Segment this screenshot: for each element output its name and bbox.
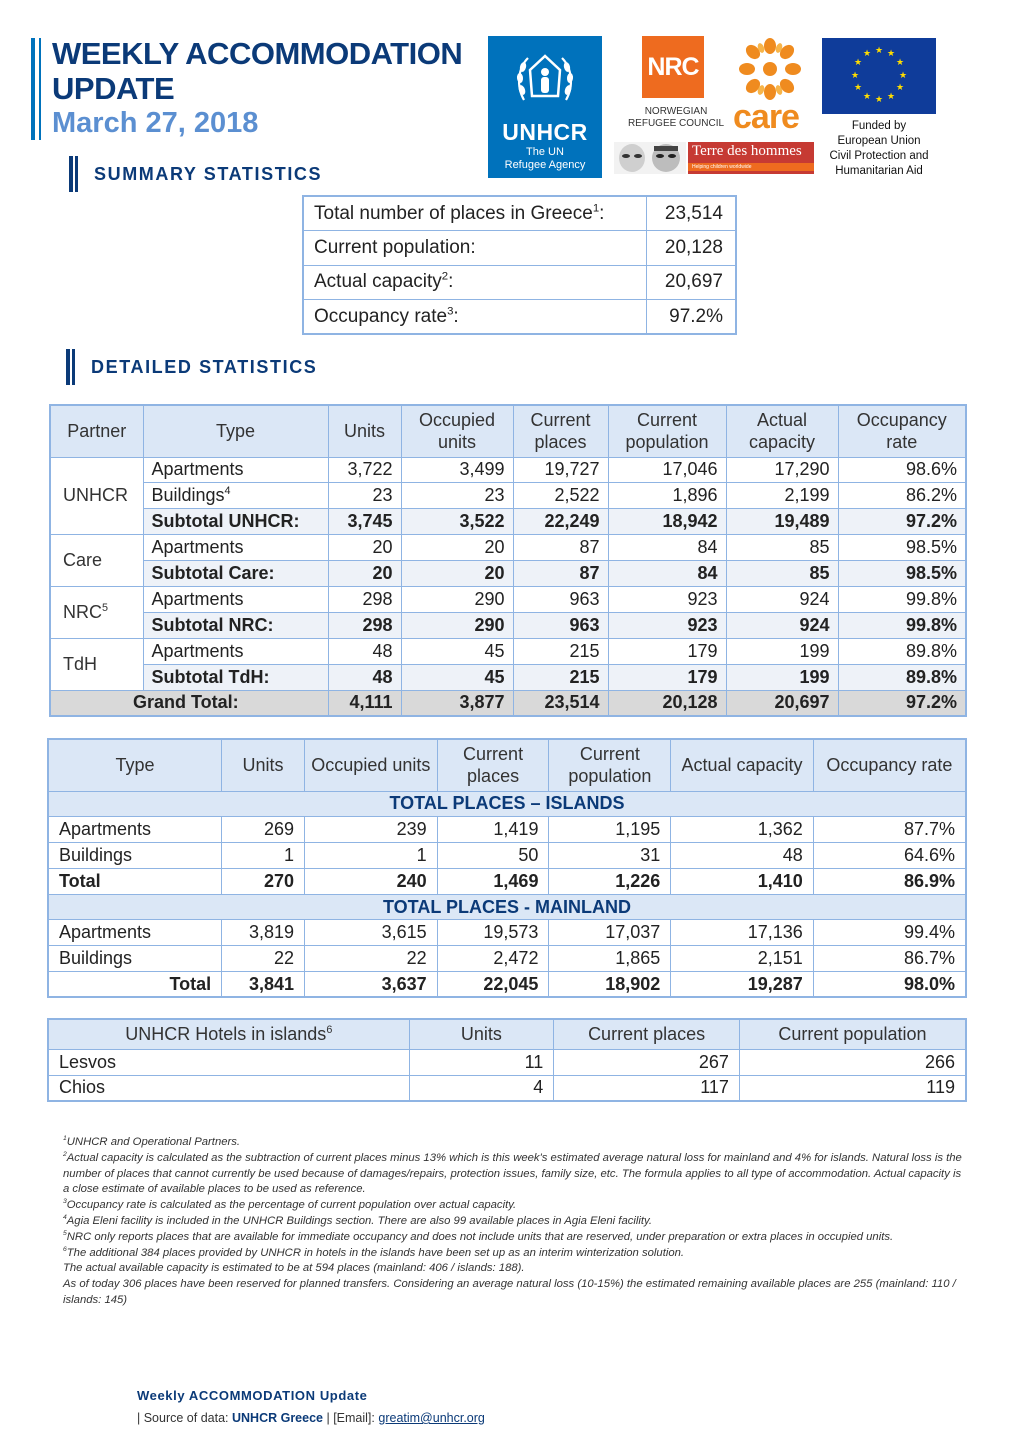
units-cell: 298: [328, 612, 401, 638]
occupancy-rate-cell: 99.8%: [838, 612, 966, 638]
column-header: Units: [409, 1019, 554, 1049]
type-cell: Total: [48, 868, 222, 894]
footnote-ref: 1: [592, 202, 600, 215]
footnote-text: UNHCR and Operational Partners.: [66, 1136, 241, 1148]
summary-label-suffix: :: [599, 202, 605, 224]
type-cell: Buildings: [48, 843, 222, 869]
type-cell: Apartments: [143, 457, 328, 483]
tdh-faces-icon: [614, 142, 686, 174]
table-row: [48, 920, 966, 946]
current-places-cell: 2,472: [437, 946, 549, 972]
svg-text:★: ★: [853, 58, 863, 68]
occupancy-rate-cell: 86.7%: [813, 946, 966, 972]
current-places-cell: 215: [513, 638, 608, 664]
occupancy-rate-cell: 98.5%: [838, 535, 966, 561]
actual-capacity-cell: 17,136: [671, 920, 814, 946]
page-footer: [137, 1388, 837, 1425]
footnote: [63, 1135, 968, 1151]
occupancy-rate-cell: 99.8%: [838, 586, 966, 612]
occupancy-rate-cell: 89.8%: [838, 664, 966, 690]
unhcr-sub-line2: Refugee Agency: [504, 159, 586, 171]
unhcr-sub-line1: The UN: [526, 146, 564, 158]
actual-capacity-cell: 2,199: [726, 483, 838, 509]
occupancy-rate-cell: 89.8%: [838, 638, 966, 664]
report-date: March 27, 2018: [52, 107, 259, 139]
summary-label: [303, 196, 646, 231]
current-population-cell: 84: [608, 561, 726, 587]
type-cell: Apartments: [143, 586, 328, 612]
units-cell: 3,819: [222, 920, 305, 946]
occupancy-rate-cell: 86.2%: [838, 483, 966, 509]
current-places-cell: 19,573: [437, 920, 549, 946]
units-cell: 298: [328, 586, 401, 612]
svg-text:★: ★: [862, 49, 872, 59]
type-cell: Buildings: [48, 946, 222, 972]
occupied-units-cell: 3,637: [305, 972, 438, 998]
subtotal-row: [50, 509, 966, 535]
column-header: Occupied units: [305, 739, 438, 791]
type-cell: Total: [48, 972, 222, 998]
actual-capacity-cell: 924: [726, 586, 838, 612]
actual-capacity-cell: 199: [726, 638, 838, 664]
footer-title: Weekly ACCOMMODATION Update: [137, 1388, 368, 1403]
footnote-number: 3: [63, 1198, 67, 1206]
current-places-cell: 87: [513, 535, 608, 561]
footnote-number: 5: [63, 1230, 67, 1238]
occupied-units-cell: 239: [305, 817, 438, 843]
summary-label-suffix: :: [453, 305, 459, 327]
summary-label: [303, 231, 646, 266]
footnote-ref: 2: [441, 270, 449, 283]
nrc-line2: REFUGEE COUNCIL: [627, 118, 725, 129]
occupied-units-cell: 3,522: [401, 509, 513, 535]
occupied-units-cell: 240: [305, 868, 438, 894]
units-cell: 23: [328, 483, 401, 509]
footnote: [63, 1214, 968, 1230]
occupied-units-cell: 1: [305, 843, 438, 869]
footnote: [63, 1246, 968, 1262]
partner-cell: [50, 586, 143, 638]
email-link[interactable]: greatim@unhcr.org: [378, 1411, 485, 1425]
units-cell: 20: [328, 535, 401, 561]
svg-text:★: ★: [886, 49, 896, 59]
current-places-cell: 2,522: [513, 483, 608, 509]
current-places-cell: 23,514: [513, 690, 608, 716]
footnote-number: 6: [63, 1245, 67, 1253]
current-population-cell: 18,902: [549, 972, 671, 998]
units-cell: 270: [222, 868, 305, 894]
current-population-cell: 20,128: [608, 690, 726, 716]
tdh-tagline: Helping children worldwide: [688, 163, 814, 171]
tdh-name-box: [688, 142, 814, 174]
footnote-text: As of today 306 places have been reserved for planned transfers. Considering an average natural loss (10-15%) the estimated remaining available places are 255 (mainland: 110 / islands: 145): [63, 1278, 956, 1306]
current-population-cell: 923: [608, 586, 726, 612]
type-cell: Subtotal TdH:: [143, 664, 328, 690]
actual-capacity-cell: 1,410: [671, 868, 814, 894]
current-population-cell: 17,046: [608, 457, 726, 483]
type-cell: Subtotal Care:: [143, 561, 328, 587]
actual-capacity-cell: 1,362: [671, 817, 814, 843]
occupied-units-cell: 45: [401, 664, 513, 690]
column-header: Current population: [739, 1019, 966, 1049]
current-places-cell: 117: [554, 1075, 740, 1101]
footnote-ref: 3: [447, 305, 454, 318]
footnote-number: 4: [63, 1214, 67, 1222]
units-cell: 3,745: [328, 509, 401, 535]
nrc-full-name: [620, 106, 732, 130]
table-row: [50, 483, 966, 509]
report-title-line1: WEEKLY ACCOMMODATION: [52, 36, 463, 71]
footnote-text: Agia Eleni facility is included in the UNHCR Buildings section. There are also 99 available places in Agia Eleni facility.: [66, 1214, 652, 1227]
column-header-text: UNHCR Hotels in islands: [125, 1023, 327, 1044]
actual-capacity-cell: 85: [726, 535, 838, 561]
eu-line2: European Union: [837, 135, 921, 147]
svg-text:★: ★: [886, 92, 896, 102]
total-row: [48, 972, 966, 998]
svg-text:★: ★: [895, 58, 905, 68]
eu-caption: [822, 119, 936, 179]
units-cell: 48: [328, 664, 401, 690]
footnote: [63, 1230, 968, 1246]
occupied-units-cell: 290: [401, 586, 513, 612]
occupancy-rate-cell: 87.7%: [813, 817, 966, 843]
unhcr-logo: [488, 36, 602, 178]
column-header: Actual capacity: [671, 739, 814, 791]
total-places-table: [47, 738, 967, 998]
actual-capacity-cell: 17,290: [726, 457, 838, 483]
eu-line3: Civil Protection and: [829, 150, 929, 162]
summary-value: 23,514: [646, 196, 736, 231]
type-text: Buildings: [151, 485, 225, 506]
table-row: [48, 946, 966, 972]
footnote: [63, 1151, 968, 1198]
current-population-cell: 119: [739, 1075, 966, 1101]
units-cell: 1: [222, 843, 305, 869]
eu-line1: Funded by: [851, 120, 907, 132]
section-accent-bar: [66, 349, 75, 385]
occupancy-rate-cell: 98.6%: [838, 457, 966, 483]
detailed-section-label: DETAILED STATISTICS: [91, 356, 318, 377]
grand-total-label: Grand Total:: [50, 690, 328, 716]
type-cell: [143, 483, 328, 509]
occupied-units-cell: 20: [401, 561, 513, 587]
table-row: [48, 817, 966, 843]
occupied-units-cell: 290: [401, 612, 513, 638]
summary-value: 97.2%: [646, 300, 736, 335]
units-cell: 22: [222, 946, 305, 972]
actual-capacity-cell: 2,151: [671, 946, 814, 972]
detailed-section-heading: [66, 349, 317, 385]
summary-row: [303, 196, 736, 231]
current-places-cell: 267: [554, 1049, 740, 1075]
partner-cell: TdH: [50, 638, 143, 690]
occupancy-rate-cell: 64.6%: [813, 843, 966, 869]
summary-table: [302, 195, 737, 335]
table-header-row: [48, 739, 966, 791]
current-places-cell: 1,419: [437, 817, 549, 843]
footnote-text: Occupancy rate is calculated as the percentage of current population over actual capacity.: [66, 1199, 517, 1212]
actual-capacity-cell: 19,489: [726, 509, 838, 535]
column-header: Partner: [50, 405, 143, 457]
subtotal-row: [50, 664, 966, 690]
footnote-text: The actual available capacity is estimated to be at 594 places (mainland: 406 / islands: 188).: [63, 1262, 525, 1275]
footnote-text: Actual capacity is calculated as the subtraction of current places minus 13% which is this week's estimated average natural loss for mainland and 4% for islands. Natural loss is the number of places that cannot currently be used because of damages/repairs, protection issues, family size, etc. The formula applies to all type of accommodation. Actual capacity is a close estimate of available places to be used as reference.: [63, 1151, 962, 1196]
grand-total-row: [50, 690, 966, 716]
footnote: [63, 1198, 968, 1214]
units-cell: 269: [222, 817, 305, 843]
footnote-number: 2: [63, 1151, 67, 1159]
column-header: Occupancy rate: [813, 739, 966, 791]
type-cell: Apartments: [143, 638, 328, 664]
column-header: Units: [328, 405, 401, 457]
units-cell: 11: [409, 1049, 554, 1075]
current-places-cell: 87: [513, 561, 608, 587]
source-org: UNHCR Greece: [231, 1411, 323, 1425]
svg-text:★: ★: [874, 46, 884, 56]
occupied-units-cell: 20: [401, 535, 513, 561]
occupancy-rate-cell: 97.2%: [838, 690, 966, 716]
care-wordmark: care: [733, 98, 799, 136]
mainland-band-row: [48, 894, 966, 920]
units-cell: 4,111: [328, 690, 401, 716]
subtotal-row: [50, 561, 966, 587]
units-cell: 4: [409, 1075, 554, 1101]
occupancy-rate-cell: 97.2%: [838, 509, 966, 535]
table-header-row: [48, 1019, 966, 1049]
current-population-cell: 1,896: [608, 483, 726, 509]
current-places-cell: 22,045: [437, 972, 549, 998]
email-prefix: | [Email]:: [326, 1411, 375, 1425]
svg-text:★: ★: [898, 71, 908, 81]
current-population-cell: 923: [608, 612, 726, 638]
summary-value: 20,697: [646, 265, 736, 300]
footnote-number: 1: [63, 1135, 67, 1143]
occupied-units-cell: 22: [305, 946, 438, 972]
island-cell: Lesvos: [48, 1049, 409, 1075]
current-population-cell: 31: [549, 843, 671, 869]
current-population-cell: 179: [608, 638, 726, 664]
current-places-cell: 1,469: [437, 868, 549, 894]
mainland-band-label: TOTAL PLACES - MAINLAND: [48, 894, 966, 920]
column-header: Units: [222, 739, 305, 791]
current-population-cell: 179: [608, 664, 726, 690]
current-population-cell: 266: [739, 1049, 966, 1075]
svg-text:★: ★: [862, 92, 872, 102]
footnote-ref: 5: [102, 601, 109, 614]
table-header-row: [50, 405, 966, 457]
occupied-units-cell: 3,499: [401, 457, 513, 483]
summary-label-text: Total number of places in Greece: [314, 202, 593, 224]
current-population-cell: 1,865: [549, 946, 671, 972]
column-header: Current places: [437, 739, 549, 791]
source-prefix: | Source of data:: [137, 1411, 229, 1425]
total-row: [48, 868, 966, 894]
footer-source: [137, 1411, 837, 1425]
column-header: Current places: [554, 1019, 740, 1049]
occupancy-rate-cell: 98.5%: [838, 561, 966, 587]
column-header: Current places: [513, 405, 608, 457]
occupied-units-cell: 45: [401, 638, 513, 664]
actual-capacity-cell: 85: [726, 561, 838, 587]
footnote: [63, 1261, 968, 1277]
footnote-ref: 4: [224, 485, 231, 498]
current-places-cell: 215: [513, 664, 608, 690]
islands-band-row: [48, 791, 966, 817]
column-header: Occupancy rate: [838, 405, 966, 457]
units-cell: 48: [328, 638, 401, 664]
column-header: Type: [143, 405, 328, 457]
table-row: [50, 457, 966, 483]
tdh-logo: [614, 142, 814, 176]
column-header: Current population: [608, 405, 726, 457]
nrc-logo: [620, 36, 732, 136]
type-cell: Apartments: [48, 920, 222, 946]
eu-stars-icon: [822, 38, 936, 114]
summary-value: 20,128: [646, 231, 736, 266]
units-cell: 3,841: [222, 972, 305, 998]
current-places-cell: 22,249: [513, 509, 608, 535]
summary-label: [303, 300, 646, 335]
current-population-cell: 18,942: [608, 509, 726, 535]
summary-label: [303, 265, 646, 300]
actual-capacity-cell: 924: [726, 612, 838, 638]
current-places-cell: 50: [437, 843, 549, 869]
svg-text:★: ★: [850, 71, 860, 81]
eu-line4: Humanitarian Aid: [835, 165, 923, 177]
footnotes: [63, 1135, 968, 1309]
partner-cell: UNHCR: [50, 457, 143, 535]
table-row: [50, 638, 966, 664]
summary-row: [303, 265, 736, 300]
table-row: [48, 1075, 966, 1101]
units-cell: 3,722: [328, 457, 401, 483]
table-row: [48, 843, 966, 869]
type-cell: Apartments: [143, 535, 328, 561]
summary-row: [303, 300, 736, 335]
eu-flag: [822, 38, 936, 114]
nrc-line1: NORWEGIAN: [644, 106, 708, 117]
care-hands-icon: [735, 38, 805, 100]
column-header: Occupied units: [401, 405, 513, 457]
title-accent-bar: [31, 38, 41, 140]
column-header: Current population: [549, 739, 671, 791]
column-header: Type: [48, 739, 222, 791]
current-places-cell: 963: [513, 612, 608, 638]
actual-capacity-cell: 19,287: [671, 972, 814, 998]
type-cell: Subtotal UNHCR:: [143, 509, 328, 535]
occupied-units-cell: 3,615: [305, 920, 438, 946]
report-title-block: [52, 36, 482, 140]
unhcr-emblem-icon: [512, 46, 578, 112]
summary-label-text: Current population:: [314, 236, 476, 258]
current-population-cell: 1,226: [549, 868, 671, 894]
occupied-units-cell: 3,877: [401, 690, 513, 716]
summary-label-text: Actual capacity: [314, 271, 442, 293]
partner-text: NRC: [63, 601, 102, 622]
column-header: [48, 1019, 409, 1049]
footnote-ref: 6: [326, 1023, 333, 1036]
report-title-line2: UPDATE: [52, 71, 175, 106]
summary-label-suffix: :: [448, 271, 454, 293]
column-header: Actual capacity: [726, 405, 838, 457]
svg-text:★: ★: [895, 83, 905, 93]
partner-cell: Care: [50, 535, 143, 587]
current-places-cell: 963: [513, 586, 608, 612]
detailed-statistics-table: [49, 404, 967, 717]
svg-text:★: ★: [874, 95, 884, 105]
unhcr-hotels-table: [47, 1018, 967, 1102]
footnote-text: NRC only reports places that are available for immediate occupancy and does not include units that are reserved, under preparation or extra places in occupied units.: [66, 1230, 894, 1243]
actual-capacity-cell: 199: [726, 664, 838, 690]
summary-section-label: SUMMARY STATISTICS: [94, 163, 323, 184]
occupancy-rate-cell: 99.4%: [813, 920, 966, 946]
occupancy-rate-cell: 86.9%: [813, 868, 966, 894]
summary-section-heading: [69, 156, 322, 192]
unhcr-name: UNHCR: [502, 119, 588, 145]
svg-text:★: ★: [853, 83, 863, 93]
subtotal-row: [50, 612, 966, 638]
table-row: [48, 1049, 966, 1075]
eu-logo: [822, 38, 936, 178]
current-places-cell: 19,727: [513, 457, 608, 483]
actual-capacity-cell: 48: [671, 843, 814, 869]
type-cell: Apartments: [48, 817, 222, 843]
tdh-name: Terre des hommes: [692, 143, 802, 159]
summary-label-text: Occupancy rate: [314, 305, 448, 327]
occupied-units-cell: 23: [401, 483, 513, 509]
current-population-cell: 84: [608, 535, 726, 561]
footnote: [63, 1277, 968, 1309]
current-population-cell: 1,195: [549, 817, 671, 843]
table-row: [50, 535, 966, 561]
care-logo: [733, 38, 813, 138]
islands-band-label: TOTAL PLACES – ISLANDS: [48, 791, 966, 817]
footnote-text: The additional 384 places provided by UNHCR in hotels in the islands have been set up as an interim winterization solution.: [66, 1246, 685, 1259]
table-row: [50, 586, 966, 612]
type-cell: Subtotal NRC:: [143, 612, 328, 638]
occupancy-rate-cell: 98.0%: [813, 972, 966, 998]
island-cell: Chios: [48, 1075, 409, 1101]
current-population-cell: 17,037: [549, 920, 671, 946]
nrc-abbr: NRC: [642, 36, 704, 98]
units-cell: 20: [328, 561, 401, 587]
summary-row: [303, 231, 736, 266]
actual-capacity-cell: 20,697: [726, 690, 838, 716]
section-accent-bar: [69, 156, 78, 192]
